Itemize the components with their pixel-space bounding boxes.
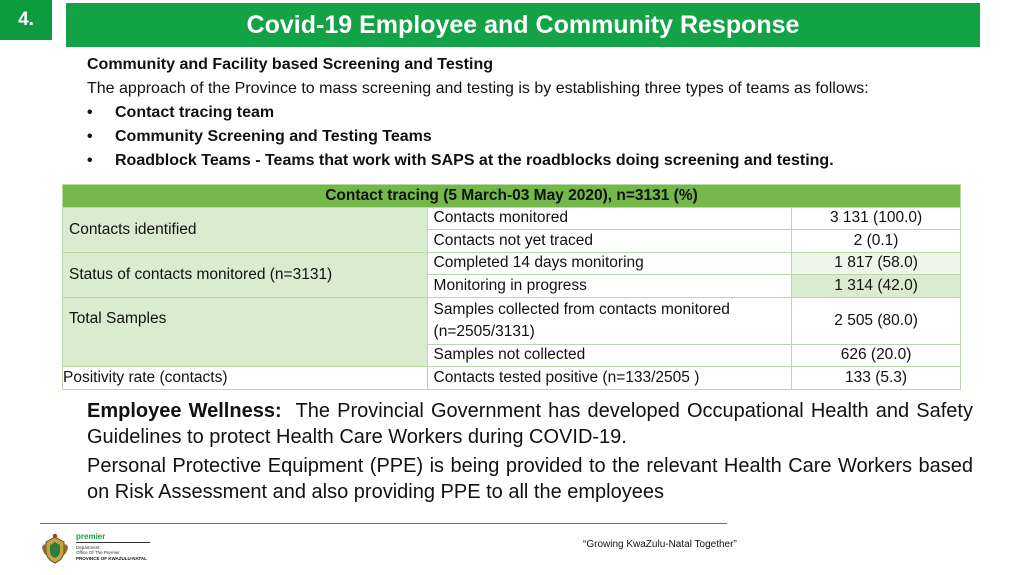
contact-tracing-table [62,184,961,390]
ppe-paragraph: Personal Protective Equipment (PPE) is being provided to the relevant Health Care Workers based on Risk Assessment and also providing PPE to all the employees [87,455,973,503]
intro-section [87,53,987,173]
premier-logo [40,531,180,571]
coat-of-arms-icon [40,533,70,565]
footer-divider [40,523,727,524]
table-row [63,297,961,344]
metric-cell: Contacts not yet traced [427,230,792,253]
wellness-section [87,398,973,508]
bullet-icon: • [87,152,93,169]
logo-department: Department: Office Of The Premier [76,545,120,555]
list-item: • Roadblock Teams - Teams that work with SAPS at the roadblocks doing screening and testing. [87,149,987,173]
group-label: Total Samples [63,297,428,367]
bullet-icon: • [87,104,93,121]
metric-cell: Samples collected from contacts monitored (n=2505/3131) [427,297,792,344]
group-label: Status of contacts monitored (n=3131) [63,252,428,297]
footer-slogan: “Growing KwaZulu-Natal Together” [583,539,737,550]
value-cell: 1 817 (58.0) [792,252,961,275]
group-label: Contacts identified [63,207,428,252]
wellness-label: Employee Wellness: [87,400,282,422]
value-cell: 626 (20.0) [792,344,961,367]
logo-divider [76,542,150,543]
table-row [63,367,961,390]
metric-cell: Monitoring in progress [427,275,792,298]
bullet-icon: • [87,128,93,145]
list-item: • Community Screening and Testing Teams [87,125,987,149]
logo-province: PROVINCE OF KWAZULU-NATAL [76,556,147,561]
metric-cell: Samples not collected [427,344,792,367]
slide-title: Covid-19 Employee and Community Response [66,3,980,47]
table-row [63,207,961,230]
table-row [63,252,961,275]
table-header-row [63,185,961,208]
value-cell: 3 131 (100.0) [792,207,961,230]
metric-cell: Contacts monitored [427,207,792,230]
intro-text: The approach of the Province to mass screening and testing is by establishing three types of teams as follows: [87,80,869,97]
list-item: • Contact tracing team [87,101,987,125]
wellness-text: The Provincial Government has developed Occupational Health and Safety Guidelines to protect Health Care Workers during COVID-19. [87,400,973,448]
value-cell: 2 (0.1) [792,230,961,253]
value-cell: 133 (5.3) [792,367,961,390]
slide-number: 4. [0,0,52,40]
value-cell: 2 505 (80.0) [792,297,961,344]
logo-title: premier [76,532,106,541]
intro-heading: Community and Facility based Screening and Testing [87,56,493,73]
table-header: Contact tracing (5 March-03 May 2020), n=3131 (%) [63,185,961,208]
teams-list [87,101,987,173]
wellness-paragraph [87,398,973,450]
value-cell: 1 314 (42.0) [792,275,961,298]
metric-cell: Contacts tested positive (n=133/2505 ) [427,367,792,390]
group-label: Positivity rate (contacts) [63,367,428,390]
metric-cell: Completed 14 days monitoring [427,252,792,275]
